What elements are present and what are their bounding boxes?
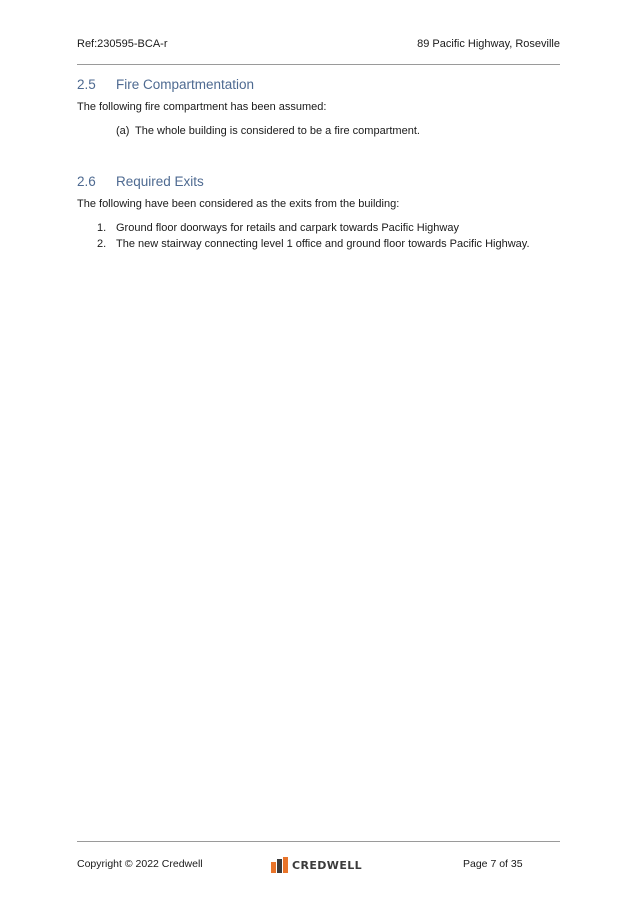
section-title: Fire Compartmentation <box>116 77 255 92</box>
list-item-label: 1. <box>97 222 107 234</box>
list-item-text: The whole building is considered to be a fire compartment. <box>135 125 420 137</box>
section-heading-fire-compartmentation <box>77 77 254 92</box>
list-item-label: (a) <box>116 125 130 137</box>
credwell-logo <box>271 856 362 874</box>
section-intro: The following fire compartment has been assumed: <box>77 101 327 113</box>
section-number: 2.5 <box>77 77 96 92</box>
list-item <box>116 125 420 137</box>
footer-divider <box>77 841 560 842</box>
section-title: Required Exits <box>116 174 204 189</box>
list-item <box>97 222 459 234</box>
section-heading-required-exits <box>77 174 204 189</box>
list-item-label: 2. <box>97 238 107 250</box>
credwell-logo-icon <box>271 857 288 873</box>
logo-wordmark: CREDWELL <box>292 858 363 872</box>
header-divider <box>77 64 560 65</box>
footer-copyright: Copyright © 2022 Credwell <box>77 858 203 870</box>
list-item-text: The new stairway connecting level 1 office and ground floor towards Pacific Highway. <box>116 238 530 250</box>
project-address: 89 Pacific Highway, Roseville <box>417 38 560 50</box>
list-item <box>97 238 530 250</box>
list-item-text: Ground floor doorways for retails and carpark towards Pacific Highway <box>116 222 459 234</box>
document-reference: Ref:230595-BCA-r <box>77 38 168 50</box>
section-number: 2.6 <box>77 174 96 189</box>
page-number: Page 7 of 35 <box>463 858 523 870</box>
page-header <box>77 38 560 54</box>
section-intro: The following have been considered as the exits from the building: <box>77 198 400 210</box>
